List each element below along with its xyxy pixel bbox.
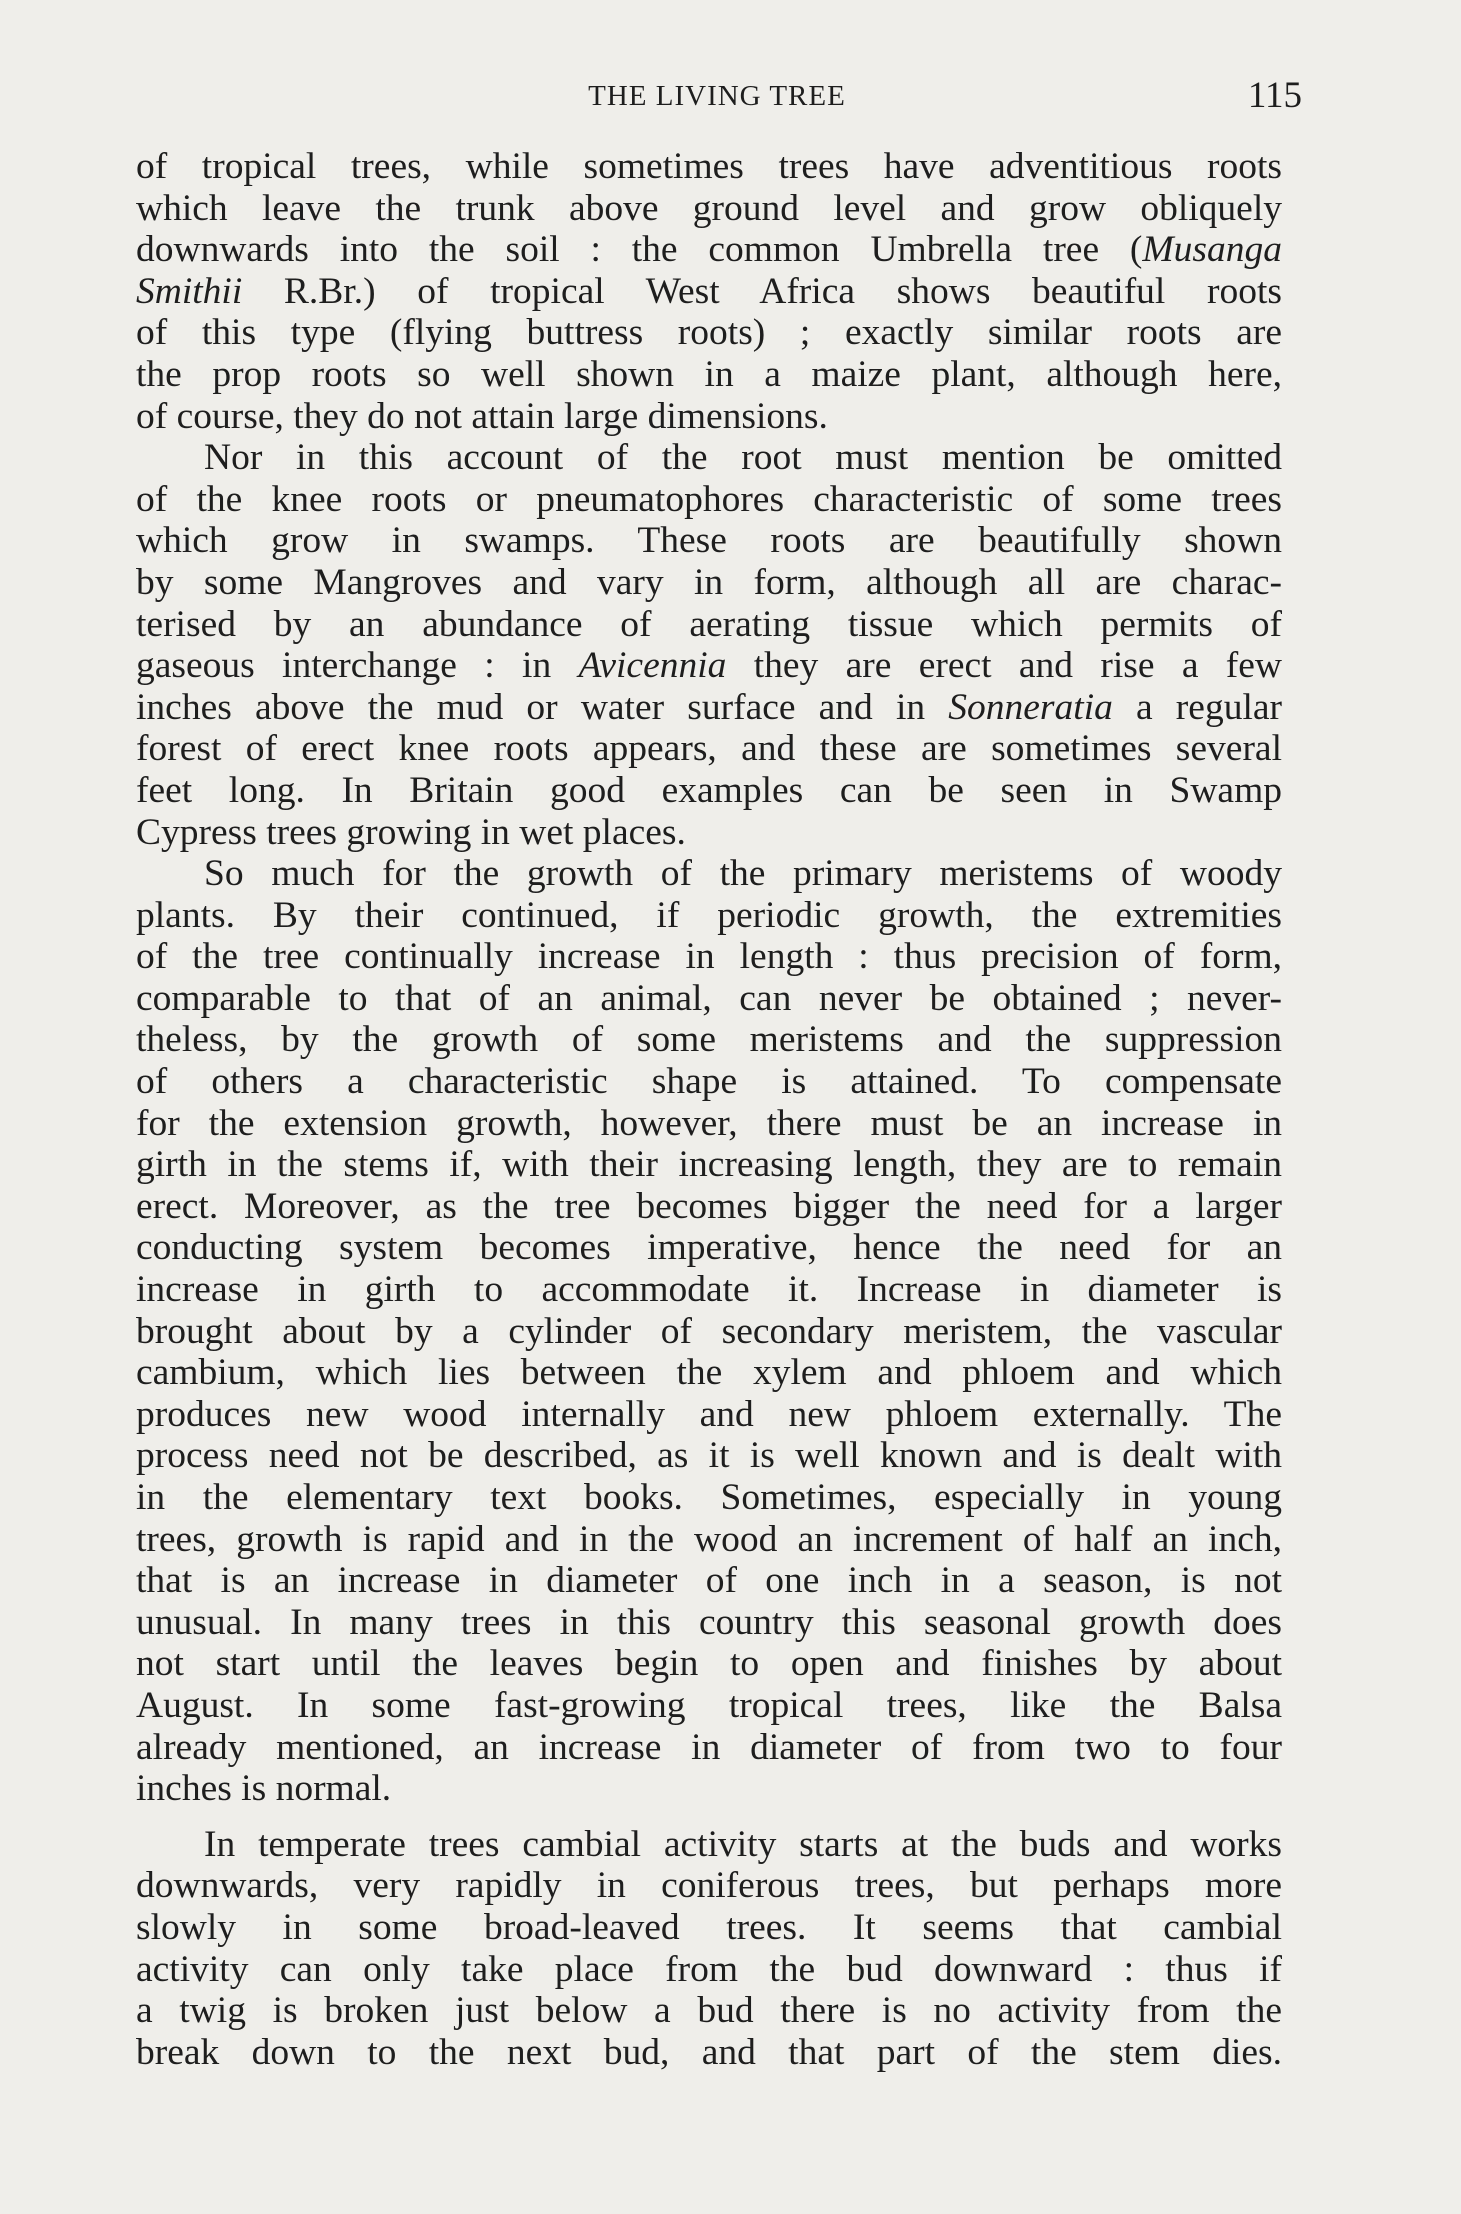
text-line: of tropical trees, while sometimes trees have adventitious roots [136, 146, 1282, 187]
text-line: the prop roots so well shown in a maize plant, although here, [136, 353, 1282, 395]
text-line: plants. By their continued, if periodic growth, the extremities [136, 894, 1282, 936]
text-line: Nor in this account of the root must mention be omitted [204, 437, 1282, 479]
text-line: activity can only take place from the bud downward : thus if [136, 1948, 1282, 1990]
text-line: of this type (flying buttress roots) ; exactly similar roots are [136, 312, 1282, 354]
page-number: 115 [1247, 75, 1302, 116]
text-line: feet long. In Britain good examples can be seen in Swamp [136, 769, 1282, 811]
text-line: Smithii R.Br.) of tropical West Africa shows beautiful roots [136, 270, 1282, 312]
text-line: downwards into the soil : the common Umbrella tree (Musanga [136, 229, 1282, 271]
text-line: by some Mangroves and vary in form, although all are charac- [136, 561, 1282, 603]
text-line: of course, they do not attain large dimensions. [136, 395, 828, 437]
text-line: forest of erect knee roots appears, and these are sometimes several [136, 728, 1282, 770]
text-line: produces new wood internally and new phloem externally. The [136, 1393, 1282, 1435]
text-line: cambium, which lies between the xylem and phloem and which [136, 1352, 1282, 1394]
text-line: Cypress trees growing in wet places. [136, 811, 686, 853]
text-line: not start until the leaves begin to open and finishes by about [136, 1643, 1282, 1685]
text-line: inches is normal. [136, 1768, 392, 1810]
text-line: So much for the growth of the primary meristems of woody [204, 853, 1282, 895]
text-line: girth in the stems if, with their increasing length, they are to remain [136, 1144, 1282, 1186]
paragraph [136, 146, 1282, 437]
text-line: gaseous interchange : in Avicennia they are erect and rise a few [136, 645, 1283, 687]
text-line: downwards, very rapidly in coniferous trees, but perhaps more [136, 1865, 1282, 1907]
body-text [136, 146, 1282, 2073]
text-line: that is an increase in diameter of one inch in a season, is not [136, 1560, 1282, 1602]
text-line: conducting system becomes imperative, hence the need for an [136, 1227, 1282, 1269]
paragraph [136, 853, 1282, 1810]
text-line: in the elementary text books. Sometimes, especially in young [136, 1477, 1282, 1518]
text-line: August. In some fast-growing tropical trees, like the Balsa [136, 1684, 1282, 1726]
text-line: erect. Moreover, as the tree becomes bigger the need for a larger [136, 1185, 1282, 1227]
text-line: of the knee roots or pneumatophores characteristic of some trees [136, 478, 1282, 520]
text-line: which grow in swamps. These roots are beautifully shown [136, 520, 1282, 562]
text-line: trees, growth is rapid and in the wood an increment of half an inch, [136, 1518, 1282, 1560]
text-line: process need not be described, as it is well known and is dealt with [136, 1435, 1282, 1477]
text-line: unusual. In many trees in this country this seasonal growth does [136, 1601, 1282, 1643]
text-line: inches above the mud or water surface and in Sonneratia a regular [136, 686, 1282, 728]
text-line: theless, by the growth of some meristems and the suppression [136, 1019, 1282, 1061]
text-line: of others a characteristic shape is attained. To compensate [136, 1061, 1282, 1103]
text-line: slowly in some broad-leaved trees. It seems that cambial [136, 1906, 1282, 1948]
running-head-title: THE LIVING TREE [588, 80, 846, 112]
text-line: break down to the next bud, and that part of the stem dies. [136, 2031, 1282, 2073]
paragraph [136, 1824, 1282, 2074]
text-line: for the extension growth, however, there must be an increase in [136, 1102, 1282, 1144]
text-line: In temperate trees cambial activity starts at the buds and works [204, 1823, 1282, 1865]
text-line: terised by an abundance of aerating tissue which permits of [136, 603, 1282, 645]
text-line: brought about by a cylinder of secondary meristem, the vascular [136, 1310, 1282, 1352]
paragraph [136, 437, 1282, 853]
text-line: of the tree continually increase in length : thus precision of form, [136, 936, 1282, 978]
text-line: increase in girth to accommodate it. Increase in diameter is [136, 1269, 1282, 1311]
text-line: comparable to that of an animal, can never be obtained ; never- [136, 977, 1282, 1019]
text-line: already mentioned, an increase in diameter of from two to four [136, 1726, 1282, 1768]
running-head [132, 74, 1302, 124]
text-line: which leave the trunk above ground level and grow obliquely [136, 187, 1282, 229]
text-line: a twig is broken just below a bud there is no activity from the [136, 1990, 1282, 2032]
